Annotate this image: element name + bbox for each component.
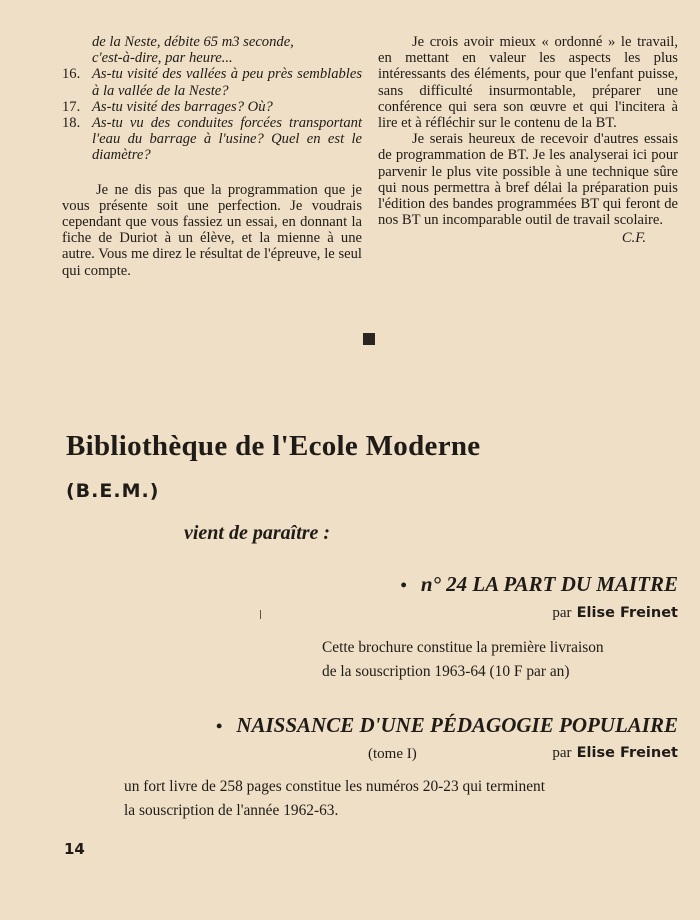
left-column bbox=[62, 34, 362, 279]
item-1-author bbox=[552, 605, 678, 622]
left-paragraph: Je ne dis pas que la programmation que je vous présente soit une perfection. Je voudrais cependant que vous fassiez un essai, en donnant la fiche de Duriot à un élève, et la mienne à une autre. Vous me direz le résultat de l'épreuve, le seul qui compte. bbox=[62, 181, 362, 279]
item-2-description bbox=[124, 775, 678, 823]
item-2-title bbox=[216, 713, 678, 738]
question-16-text: As-tu visité des vallées à peu près semblables à la vallée de la Neste? bbox=[92, 66, 362, 99]
announcement-abbreviation: (B.E.M.) bbox=[66, 480, 160, 502]
question-18-text: As-tu vu des conduites forcées transportant l'eau du barrage à l'usine? Quel en est le diamètre? bbox=[92, 115, 362, 164]
question-15-line-1: de la Neste, débite 65 m3 seconde, bbox=[92, 34, 294, 50]
announcement-title: Bibliothèque de l'Ecole Moderne bbox=[66, 430, 481, 462]
question-16 bbox=[62, 66, 362, 98]
item-1-title bbox=[401, 572, 678, 597]
right-paragraph-1: Je crois avoir mieux « ordonné » le travail, en mettant en valeur les aspects les plus intéressants des éléments, pour que l'enfant puisse, sans difficulté insurmontable, préparer une conférence qui sera son œuvre et qui l'incitera à lire et à réfléchir sur le contenu de la BT. bbox=[378, 34, 678, 132]
question-18 bbox=[62, 115, 362, 164]
item-2-description-line-1: un fort livre de 258 pages constitue les numéros 20-23 qui terminent bbox=[124, 778, 546, 795]
right-column bbox=[378, 34, 678, 247]
item-2-description-line-2: la souscription de l'année 1962-63. bbox=[124, 802, 339, 819]
item-2-title-text: NAISSANCE D'UNE PÉDAGOGIE POPULAIRE bbox=[236, 713, 678, 737]
item-1-description-line-2: de la souscription 1963-64 (10 F par an) bbox=[322, 663, 570, 680]
announcement-subtitle: vient de paraître : bbox=[184, 522, 331, 544]
question-15-line-2: c'est-à-dire, par heure... bbox=[92, 50, 233, 67]
question-15-continuation bbox=[62, 34, 362, 66]
question-17-text: As-tu visité des barrages? Où? bbox=[92, 98, 273, 115]
item-2-volume: (tome I) bbox=[368, 746, 417, 762]
item-1-description-line-1: Cette brochure constitue la première livraison bbox=[322, 639, 604, 656]
item-1-author-prefix: par bbox=[552, 605, 572, 621]
bullet-icon: • bbox=[400, 575, 407, 595]
question-17-number: 17. bbox=[62, 98, 81, 115]
item-1-title-text: n° 24 LA PART DU MAITRE bbox=[420, 572, 678, 596]
question-18-number: 18. bbox=[62, 115, 81, 132]
question-17 bbox=[62, 99, 362, 115]
section-separator bbox=[363, 333, 375, 345]
right-paragraph-2: Je serais heureux de recevoir d'autres essais de programmation de BT. Je les analyserai ici pour parvenir le plus vite possible à une technique sûre qui nous permettra à bref délai la préparation puis l'édition des bandes programmées BT qui feront de nos BT un incomparable outil de travail scolaire. bbox=[378, 131, 678, 229]
item-2-author-prefix: par bbox=[552, 745, 572, 761]
question-16-number: 16. bbox=[62, 66, 81, 83]
item-2-author-name: Elise Freinet bbox=[576, 745, 678, 761]
item-1-description bbox=[322, 636, 678, 684]
item-1-author-name: Elise Freinet bbox=[576, 605, 678, 621]
bullet-icon: • bbox=[216, 716, 223, 736]
signature: C.F. bbox=[621, 230, 646, 247]
item-2-author bbox=[552, 745, 678, 762]
page-number: 14 bbox=[64, 840, 85, 858]
stray-mark bbox=[260, 610, 261, 619]
